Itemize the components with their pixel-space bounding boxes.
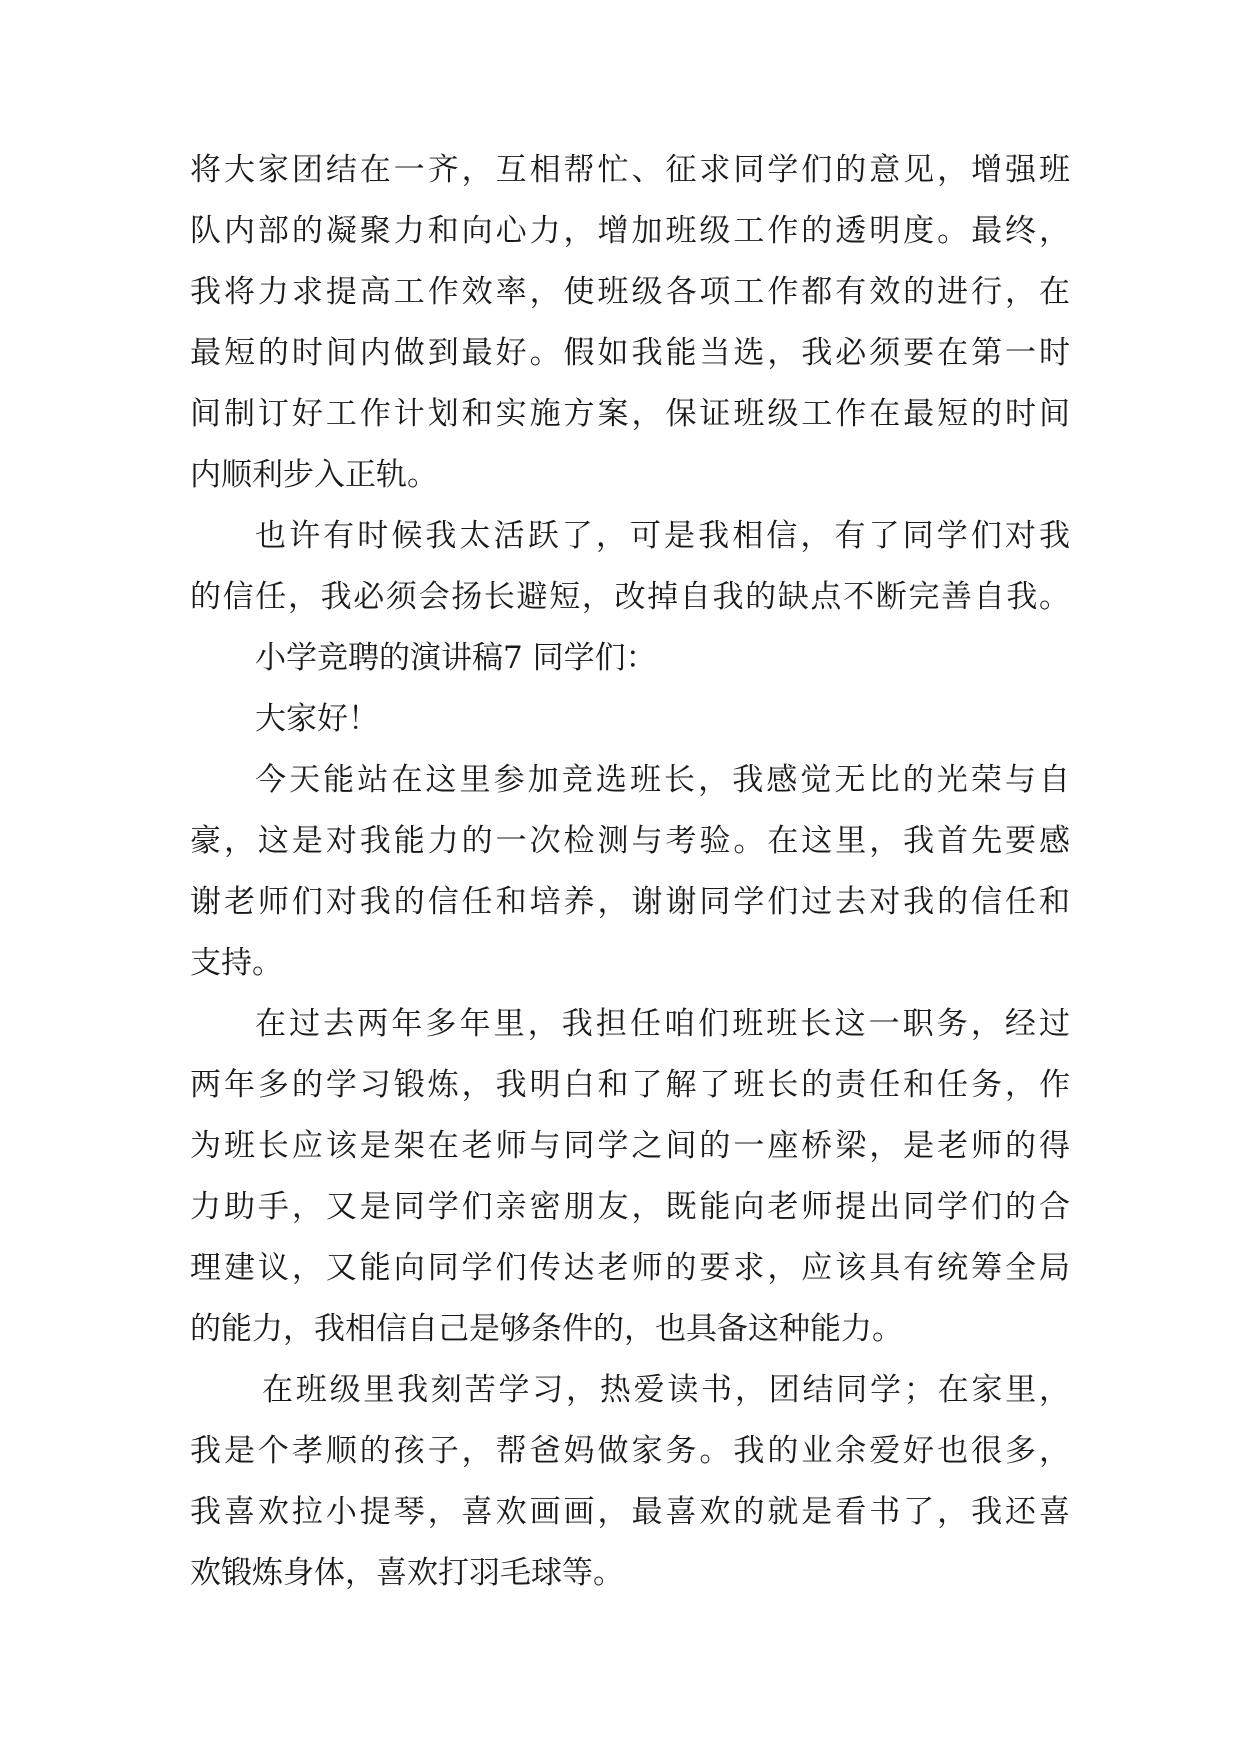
greeting-line: 大家好！ [255,701,379,737]
text-line: 两年多的学习锻炼，我明白和了解了班长的责任和任务，作 [190,1067,1070,1103]
text-line: 的能力，我相信自己是够条件的，也具备这种能力。 [190,1311,903,1347]
text-line: 在班级里我刻苦学习，热爱读书，团结同学；在家里， [262,1372,1070,1408]
text-line: 在过去两年多年里，我担任咱们班班长这一职务，经过 [255,1006,1070,1042]
text-line: 最短的时间内做到最好。假如我能当选，我必须要在第一时 [190,335,1070,371]
text-line: 将大家团结在一齐，互相帮忙、征求同学们的意见，增强班 [190,152,1070,188]
text-line: 内顺利步入正轨。 [190,457,438,493]
text-line: 支持。 [190,945,283,981]
text-line: 谢老师们对我的信任和培养，谢谢同学们过去对我的信任和 [190,884,1070,920]
text-line: 间制订好工作计划和实施方案，保证班级工作在最短的时间 [190,396,1070,432]
text-line: 力助手，又是同学们亲密朋友，既能向老师提出同学们的合 [190,1189,1070,1225]
text-line: 为班长应该是架在老师与同学之间的一座桥梁，是老师的得 [190,1128,1070,1164]
text-line: 也许有时候我太活跃了，可是我相信，有了同学们对我 [255,518,1070,554]
text-line: 队内部的凝聚力和向心力，增加班级工作的透明度。最终， [190,213,1070,249]
text-line: 我是个孝顺的孩子，帮爸妈做家务。我的业余爱好也很多， [190,1433,1070,1469]
text-line: 的信任，我必须会扬长避短，改掉自我的缺点不断完善自我。 [190,579,1070,615]
text-line: 豪，这是对我能力的一次检测与考验。在这里，我首先要感 [190,823,1070,859]
heading-line: 小学竞聘的演讲稿7 同学们： [255,640,657,676]
text-line: 我将力求提高工作效率，使班级各项工作都有效的进行，在 [190,274,1070,310]
text-line: 欢锻炼身体，喜欢打羽毛球等。 [190,1555,624,1591]
text-line: 今天能站在这里参加竞选班长，我感觉无比的光荣与自 [255,762,1070,798]
text-line: 理建议，又能向同学们传达老师的要求，应该具有统筹全局 [190,1250,1070,1286]
text-line: 我喜欢拉小提琴，喜欢画画，最喜欢的就是看书了，我还喜 [190,1494,1070,1530]
